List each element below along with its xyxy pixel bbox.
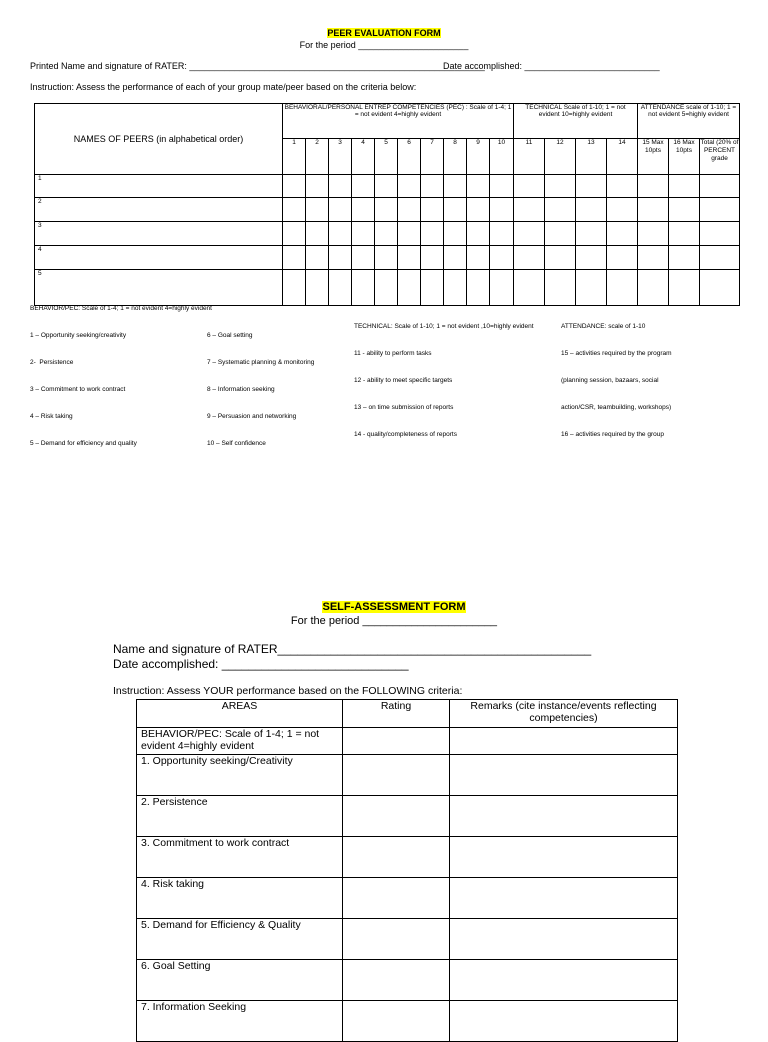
area-label: 1. Opportunity seeking/Creativity xyxy=(137,755,343,796)
names-of-peers-header: NAMES OF PEERS (in alphabetical order) xyxy=(35,104,283,175)
remarks-cell[interactable] xyxy=(450,837,678,878)
legend-item: 3 – Commitment to work contract xyxy=(30,386,126,393)
table-row xyxy=(137,960,678,1001)
legend-item: 14 - quality/completeness of reports xyxy=(354,431,457,438)
col-number: 8 xyxy=(444,139,467,175)
remarks-cell[interactable] xyxy=(450,796,678,837)
table-row xyxy=(137,878,678,919)
col-number: 4 xyxy=(352,139,375,175)
col-number: 5 xyxy=(375,139,398,175)
col-number: 3 xyxy=(329,139,352,175)
col-number: 6 xyxy=(398,139,421,175)
legend-item: 5 – Demand for efficiency and quality xyxy=(30,440,137,447)
peer-evaluation-table xyxy=(34,103,740,306)
remarks-cell[interactable] xyxy=(450,878,678,919)
legend-item: 13 – on time submission of reports xyxy=(354,404,454,411)
rating-cell[interactable] xyxy=(343,837,450,878)
pec-legend-left xyxy=(30,313,137,457)
area-label: 6. Goal Setting xyxy=(137,960,343,1001)
table-row xyxy=(137,728,678,755)
attendance-header: ATTENDANCE scale of 1-10; 1 = not evident 5=highly evident xyxy=(638,104,740,139)
rating-cell[interactable] xyxy=(343,1001,450,1042)
total-header: Total (20% of PERCENT grade xyxy=(700,139,740,175)
rating-cell[interactable] xyxy=(343,796,450,837)
peer-row-number: 2 xyxy=(35,198,283,222)
legend-item: 16 – activities required by the group xyxy=(561,431,664,438)
legend-item: 10 – Self confidence xyxy=(207,440,266,447)
rating-cell[interactable] xyxy=(343,919,450,960)
peer-instruction: Instruction: Assess the performance of each of your group mate/peer based on the criteria below: xyxy=(30,82,417,92)
legend-item: 2- Persistence xyxy=(30,359,74,366)
legend-item: 1 – Opportunity seeking/creativity xyxy=(30,332,127,339)
area-label: BEHAVIOR/PEC: Scale of 1-4; 1 = not evident 4=highly evident xyxy=(137,728,343,755)
self-instruction: Instruction: Assess YOUR performance based on the FOLLOWING criteria: xyxy=(113,685,463,697)
remarks-cell[interactable] xyxy=(450,919,678,960)
remarks-cell[interactable] xyxy=(450,960,678,1001)
col-15-header: 15 Max 10pts xyxy=(638,139,669,175)
col-number: 13 xyxy=(576,139,607,175)
self-rater-line: Name and signature of RATER_______________________________________________ xyxy=(113,642,592,656)
area-label: 5. Demand for Efficiency & Quality xyxy=(137,919,343,960)
col-number: 9 xyxy=(467,139,490,175)
technical-header: TECHNICAL Scale of 1-10; 1 = not evident 10=highly evident xyxy=(514,104,638,139)
remarks-header: Remarks (cite instance/events reflecting competencies) xyxy=(450,700,678,728)
rating-cell[interactable] xyxy=(343,878,450,919)
pec-legend-right xyxy=(207,313,314,457)
table-row xyxy=(35,270,740,306)
peer-date-line: Date accomplished: ___________________________ xyxy=(443,61,660,71)
legend-item: 4 – Risk taking xyxy=(30,413,73,420)
legend-item: 6 – Goal setting xyxy=(207,332,253,339)
col-number: 11 xyxy=(514,139,545,175)
peer-row-number: 4 xyxy=(35,246,283,270)
legend-item: 11 - ability to perform tasks xyxy=(354,350,432,357)
legend-item: 8 – Information seeking xyxy=(207,386,275,393)
areas-header: AREAS xyxy=(137,700,343,728)
peer-row-number: 5 xyxy=(35,270,283,306)
peer-row-number: 1 xyxy=(35,175,283,198)
self-form-title: SELF-ASSESSMENT FORM xyxy=(322,601,466,613)
legend-item: action/CSR, teambuilding, workshops) xyxy=(561,404,672,411)
col-number: 2 xyxy=(306,139,329,175)
table-row xyxy=(35,198,740,222)
attendance-legend xyxy=(561,304,672,448)
col-number: 7 xyxy=(421,139,444,175)
col-number: 10 xyxy=(490,139,514,175)
col-number: 1 xyxy=(283,139,306,175)
table-row xyxy=(35,222,740,246)
rating-cell[interactable] xyxy=(343,728,450,755)
table-row xyxy=(137,755,678,796)
legend-item: (planning session, bazaars, social xyxy=(561,377,659,384)
peer-rater-line: Printed Name and signature of RATER: ___________________________________________________________ xyxy=(30,61,485,71)
remarks-cell[interactable] xyxy=(450,728,678,755)
col-number: 12 xyxy=(545,139,576,175)
remarks-cell[interactable] xyxy=(450,1001,678,1042)
peer-form-title: PEER EVALUATION FORM xyxy=(327,28,441,38)
area-label: 7. Information Seeking xyxy=(137,1001,343,1042)
legend-item: 12 - ability to meet specific targets xyxy=(354,377,453,384)
table-row xyxy=(35,175,740,198)
self-assessment-table xyxy=(136,699,678,1042)
technical-legend-title: TECHNICAL: Scale of 1-10; 1 = not evident ,10=highly evident xyxy=(354,323,534,330)
col-number: 14 xyxy=(607,139,638,175)
technical-legend xyxy=(354,304,534,448)
peer-period-line: For the period ______________________ xyxy=(299,40,469,50)
rating-cell[interactable] xyxy=(343,960,450,1001)
table-row xyxy=(137,1001,678,1042)
remarks-cell[interactable] xyxy=(450,755,678,796)
attendance-legend-title: ATTENDANCE: scale of 1-10 xyxy=(561,323,646,330)
area-label: 4. Risk taking xyxy=(137,878,343,919)
table-row xyxy=(137,796,678,837)
peer-row-number: 3 xyxy=(35,222,283,246)
area-label: 3. Commitment to work contract xyxy=(137,837,343,878)
table-row xyxy=(137,837,678,878)
table-row xyxy=(35,246,740,270)
pec-legend-title: BEHAVIOR/PEC: Scale of 1-4; 1 = not evident 4=highly evident xyxy=(30,305,212,312)
rating-header: Rating xyxy=(343,700,450,728)
table-row xyxy=(137,919,678,960)
legend-item: 9 – Persuasion and networking xyxy=(207,413,297,420)
legend-item: 7 – Systematic planning & monitoring xyxy=(207,359,315,366)
col-16-header: 16 Max 10pts xyxy=(669,139,700,175)
legend-item: 15 – activities required by the program xyxy=(561,350,672,357)
rating-cell[interactable] xyxy=(343,755,450,796)
pec-header: BEHAVIORAL/PERSONAL ENTREP COMPETENCIES (PEC) : Scale of 1-4; 1 = not evident 4=highly evident xyxy=(283,104,514,139)
self-date-line: Date accomplished: ____________________________ xyxy=(113,657,409,671)
self-period-line: For the period ______________________ xyxy=(290,615,498,627)
area-label: 2. Persistence xyxy=(137,796,343,837)
